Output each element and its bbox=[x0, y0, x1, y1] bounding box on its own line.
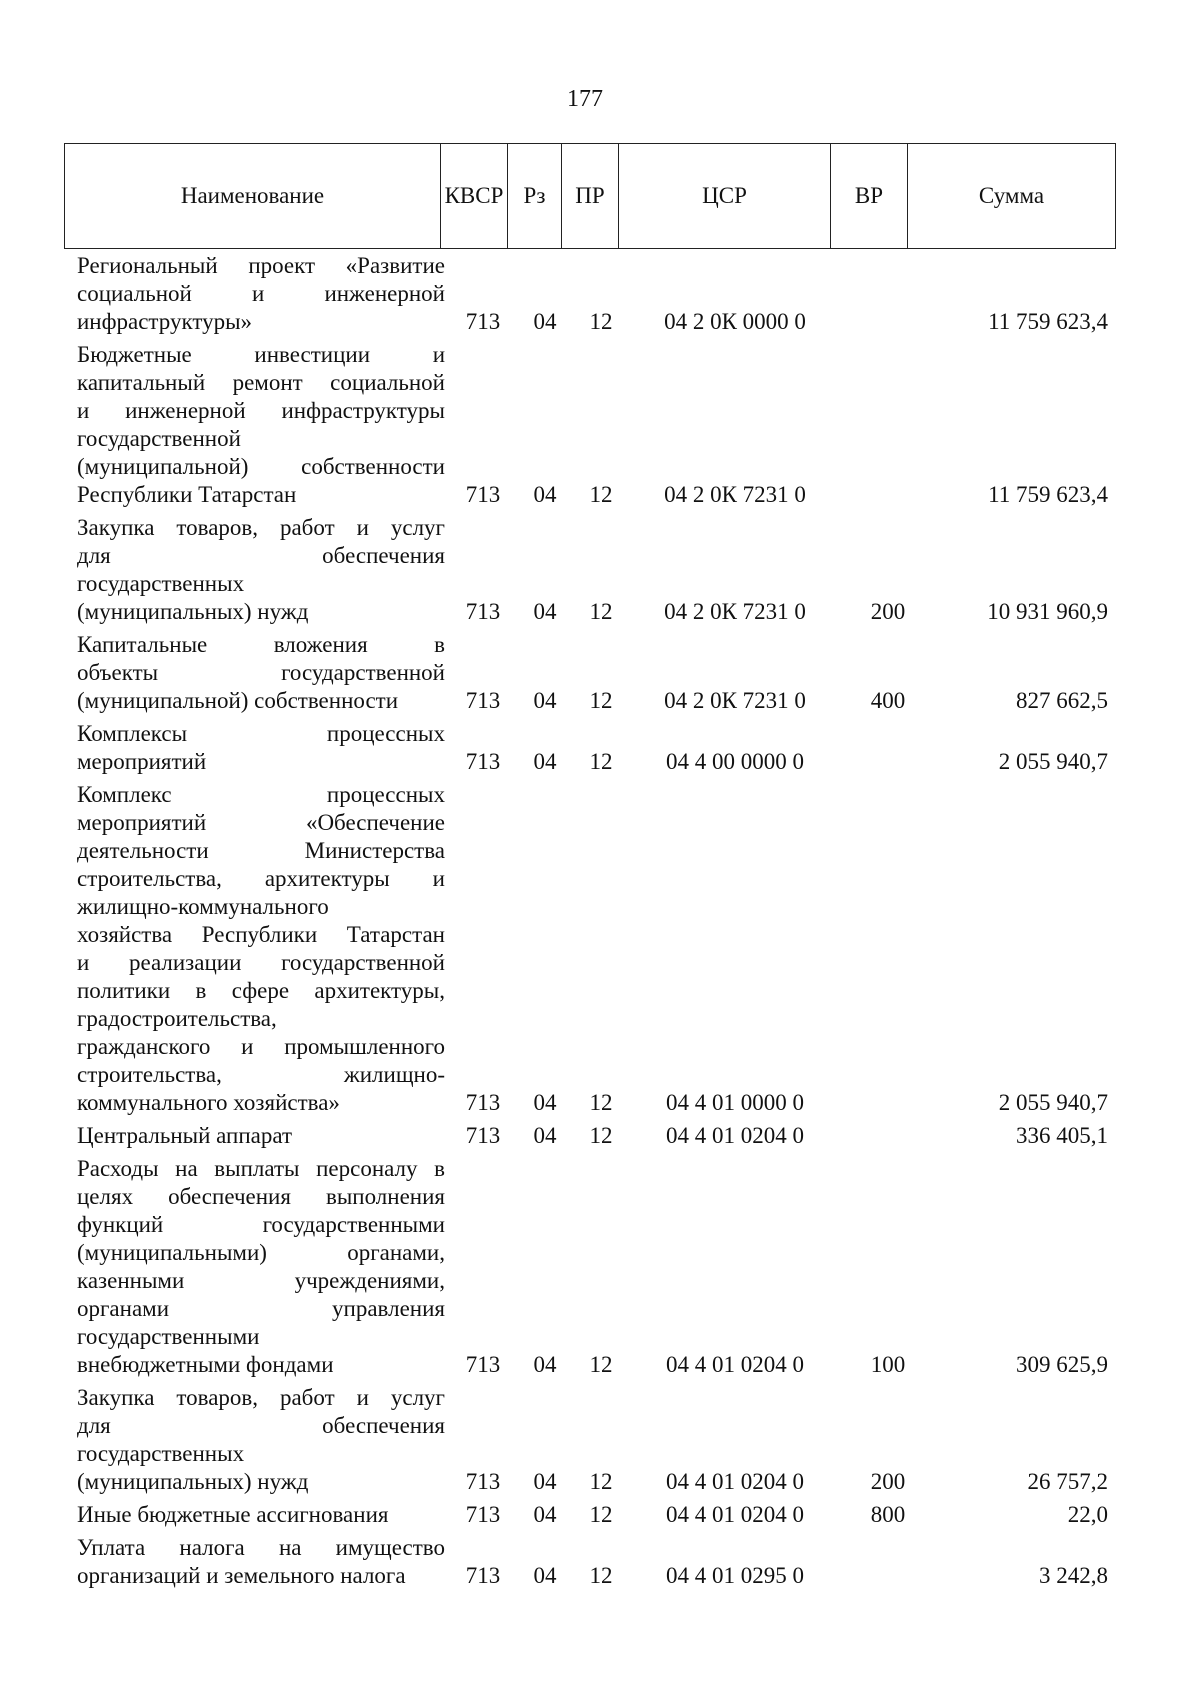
row-kvsr: 713 bbox=[465, 749, 501, 774]
row-name-line: хозяйства Республики Татарстан bbox=[77, 922, 445, 947]
row-kvsr: 713 bbox=[465, 482, 501, 507]
row-name bbox=[77, 781, 445, 1118]
row-name-line: мероприятий «Обеспечение bbox=[77, 810, 445, 835]
row-name-line: Расходы на выплаты персоналу в bbox=[77, 1156, 445, 1181]
row-name bbox=[77, 1501, 445, 1530]
row-vr: 800 bbox=[870, 1502, 906, 1527]
row-name bbox=[77, 1155, 445, 1380]
row-rz: 04 bbox=[533, 688, 557, 713]
row-rz: 04 bbox=[533, 599, 557, 624]
row-csr: 04 4 01 0295 0 bbox=[666, 1563, 804, 1588]
page-number: 177 bbox=[567, 86, 603, 112]
row-name-line: Закупка товаров, работ и услуг bbox=[77, 1385, 445, 1410]
row-name-line: (муниципальной) собственности bbox=[77, 454, 445, 479]
row-name-line: внебюджетными фондами bbox=[77, 1352, 334, 1377]
row-kvsr: 713 bbox=[465, 688, 501, 713]
row-name-line: и инженерной инфраструктуры bbox=[77, 398, 445, 423]
row-sum: 22,0 bbox=[1067, 1502, 1108, 1527]
row-pr: 12 bbox=[589, 1123, 613, 1148]
row-name bbox=[77, 720, 445, 777]
header-pr: ПР bbox=[562, 144, 619, 248]
row-kvsr: 713 bbox=[465, 1469, 501, 1494]
row-sum: 26 757,2 bbox=[1027, 1469, 1108, 1494]
row-csr: 04 2 0К 7231 0 bbox=[664, 599, 806, 624]
table-row bbox=[0, 1122, 1200, 1151]
header-name: Наименование bbox=[65, 144, 441, 248]
table-row bbox=[0, 1534, 1200, 1591]
table-body bbox=[0, 252, 1200, 1595]
row-name-line: государственных bbox=[77, 1441, 245, 1466]
row-pr: 12 bbox=[589, 749, 613, 774]
row-name-line: Бюджетные инвестиции и bbox=[77, 342, 445, 367]
row-name-line: инфраструктуры» bbox=[77, 309, 253, 334]
row-sum: 827 662,5 bbox=[1016, 688, 1108, 713]
row-name-line: органами управления bbox=[77, 1296, 445, 1321]
row-rz: 04 bbox=[533, 1502, 557, 1527]
row-name-line: Уплата налога на имущество bbox=[77, 1535, 445, 1560]
row-name bbox=[77, 631, 445, 716]
row-name-line: и реализации государственной bbox=[77, 950, 445, 975]
row-name bbox=[77, 1384, 445, 1497]
row-name-line: деятельности Министерства bbox=[77, 838, 445, 863]
row-name-line: государственной bbox=[77, 426, 241, 451]
table-row bbox=[0, 1384, 1200, 1497]
header-vr: ВР bbox=[831, 144, 908, 248]
row-name-line: Иные бюджетные ассигнования bbox=[77, 1502, 389, 1527]
row-kvsr: 713 bbox=[465, 599, 501, 624]
row-name-line: строительства, жилищно- bbox=[77, 1062, 445, 1087]
row-csr: 04 2 0К 7231 0 bbox=[664, 688, 806, 713]
row-rz: 04 bbox=[533, 309, 557, 334]
row-kvsr: 713 bbox=[465, 1352, 501, 1377]
row-rz: 04 bbox=[533, 1563, 557, 1588]
row-sum: 2 055 940,7 bbox=[998, 1090, 1108, 1115]
row-name-line: объекты государственной bbox=[77, 660, 445, 685]
table-row bbox=[0, 781, 1200, 1118]
row-name-line: государственными bbox=[77, 1324, 260, 1349]
header-kvsr: КВСР bbox=[441, 144, 508, 248]
row-sum: 309 625,9 bbox=[1016, 1352, 1108, 1377]
row-pr: 12 bbox=[589, 688, 613, 713]
row-name-line: Комплексы процессных bbox=[77, 721, 445, 746]
table-row bbox=[0, 1501, 1200, 1530]
row-name bbox=[77, 1122, 445, 1151]
row-pr: 12 bbox=[589, 1352, 613, 1377]
header-rz: Рз bbox=[508, 144, 562, 248]
row-name-line: коммунального хозяйства» bbox=[77, 1090, 340, 1115]
row-pr: 12 bbox=[589, 1563, 613, 1588]
table-row bbox=[0, 1155, 1200, 1380]
row-csr: 04 4 01 0204 0 bbox=[666, 1123, 804, 1148]
row-name-line: градостроительства, bbox=[77, 1006, 277, 1031]
header-csr: ЦСР bbox=[619, 144, 831, 248]
row-kvsr: 713 bbox=[465, 1123, 501, 1148]
row-name-line: Центральный аппарат bbox=[77, 1123, 293, 1148]
table-row bbox=[0, 631, 1200, 716]
row-kvsr: 713 bbox=[465, 1563, 501, 1588]
row-name-line: (муниципальной) собственности bbox=[77, 688, 399, 713]
row-vr: 200 bbox=[870, 1469, 906, 1494]
row-csr: 04 2 0К 0000 0 bbox=[664, 309, 806, 334]
row-name-line: Республики Татарстан bbox=[77, 482, 297, 507]
row-rz: 04 bbox=[533, 1352, 557, 1377]
row-name-line: (муниципальными) органами, bbox=[77, 1240, 445, 1265]
row-csr: 04 4 01 0204 0 bbox=[666, 1469, 804, 1494]
row-rz: 04 bbox=[533, 1090, 557, 1115]
row-pr: 12 bbox=[589, 599, 613, 624]
row-name-line: жилищно-коммунального bbox=[77, 894, 329, 919]
row-sum: 10 931 960,9 bbox=[987, 599, 1108, 624]
row-name-line: Региональный проект «Развитие bbox=[77, 253, 445, 278]
table-header bbox=[64, 143, 1116, 249]
row-name-line: (муниципальных) нужд bbox=[77, 599, 309, 624]
row-name-line: Комплекс процессных bbox=[77, 782, 445, 807]
row-name bbox=[77, 252, 445, 337]
row-name-line: гражданского и промышленного bbox=[77, 1034, 445, 1059]
row-name-line: для обеспечения bbox=[77, 1413, 445, 1438]
row-sum: 336 405,1 bbox=[1016, 1123, 1108, 1148]
row-name-line: Закупка товаров, работ и услуг bbox=[77, 515, 445, 540]
row-name-line: государственных bbox=[77, 571, 245, 596]
row-pr: 12 bbox=[589, 309, 613, 334]
row-name-line: политики в сфере архитектуры, bbox=[77, 978, 445, 1003]
row-rz: 04 bbox=[533, 482, 557, 507]
row-sum: 11 759 623,4 bbox=[988, 482, 1108, 507]
row-name-line: организаций и земельного налога bbox=[77, 1563, 406, 1588]
row-name bbox=[77, 341, 445, 510]
row-name-line: функций государственными bbox=[77, 1212, 445, 1237]
row-pr: 12 bbox=[589, 1090, 613, 1115]
row-sum: 3 242,8 bbox=[1039, 1563, 1108, 1588]
row-kvsr: 713 bbox=[465, 309, 501, 334]
row-rz: 04 bbox=[533, 1469, 557, 1494]
table-row bbox=[0, 341, 1200, 510]
row-pr: 12 bbox=[589, 1502, 613, 1527]
row-kvsr: 713 bbox=[465, 1090, 501, 1115]
row-csr: 04 4 01 0204 0 bbox=[666, 1502, 804, 1527]
table-row bbox=[0, 514, 1200, 627]
row-name-line: целях обеспечения выполнения bbox=[77, 1184, 445, 1209]
row-name-line: (муниципальных) нужд bbox=[77, 1469, 309, 1494]
row-csr: 04 4 01 0204 0 bbox=[666, 1352, 804, 1377]
row-sum: 11 759 623,4 bbox=[988, 309, 1108, 334]
row-vr: 200 bbox=[870, 599, 906, 624]
row-pr: 12 bbox=[589, 482, 613, 507]
row-csr: 04 4 00 0000 0 bbox=[666, 749, 804, 774]
table-row bbox=[0, 252, 1200, 337]
row-vr: 400 bbox=[870, 688, 906, 713]
row-name-line: строительства, архитектуры и bbox=[77, 866, 445, 891]
row-rz: 04 bbox=[533, 1123, 557, 1148]
row-name bbox=[77, 1534, 445, 1591]
row-kvsr: 713 bbox=[465, 1502, 501, 1527]
row-pr: 12 bbox=[589, 1469, 613, 1494]
row-name-line: социальной и инженерной bbox=[77, 281, 445, 306]
header-sum: Сумма bbox=[978, 183, 1045, 208]
row-name-line: для обеспечения bbox=[77, 543, 445, 568]
row-csr: 04 2 0К 7231 0 bbox=[664, 482, 806, 507]
row-sum: 2 055 940,7 bbox=[998, 749, 1108, 774]
row-name-line: капитальный ремонт социальной bbox=[77, 370, 445, 395]
row-name-line: Капитальные вложения в bbox=[77, 632, 445, 657]
row-name bbox=[77, 514, 445, 627]
row-name-line: казенными учреждениями, bbox=[77, 1268, 445, 1293]
row-name-line: мероприятий bbox=[77, 749, 207, 774]
row-rz: 04 bbox=[533, 749, 557, 774]
row-csr: 04 4 01 0000 0 bbox=[666, 1090, 804, 1115]
table-row bbox=[0, 720, 1200, 777]
row-vr: 100 bbox=[870, 1352, 906, 1377]
